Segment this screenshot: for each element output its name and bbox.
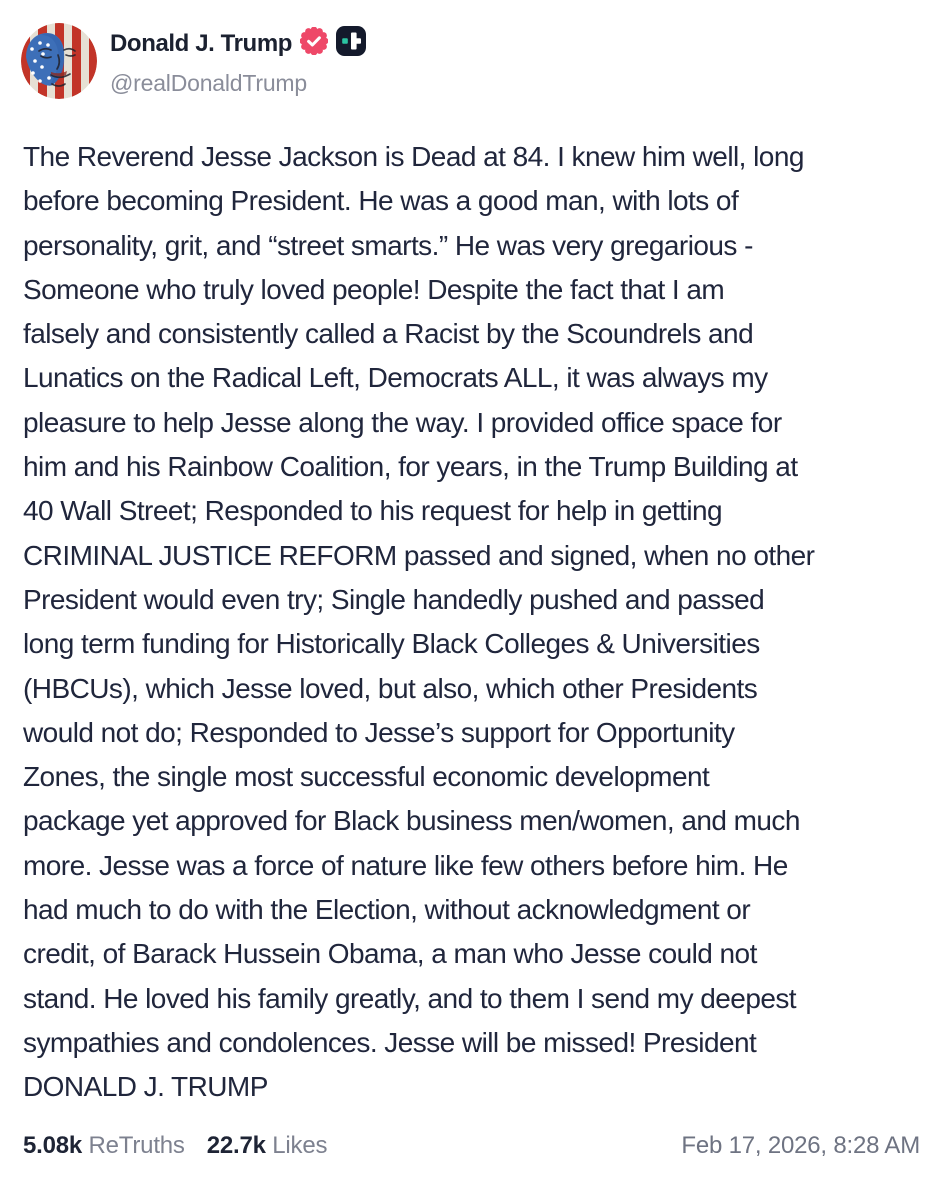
post-body-line: pleasure to help Jesse along the way. I provided office space for (23, 406, 782, 438)
post-footer (23, 1132, 920, 1160)
post-body-line: CRIMINAL JUSTICE REFORM passed and signed, when no other (23, 539, 815, 571)
post-body-line: Zones, the single most successful economic development (23, 761, 710, 793)
retruths-stat[interactable] (23, 1132, 185, 1160)
post-timestamp: Feb 17, 2026, 8:28 AM (681, 1132, 920, 1159)
post-body-line: stand. He loved his family greatly, and to them I send my deepest (23, 982, 797, 1014)
author-identity (110, 26, 366, 97)
verified-check-seal-icon (300, 27, 328, 60)
post-body-line: DONALD J. TRUMP (23, 1071, 268, 1103)
avatar[interactable] (21, 23, 97, 99)
post-body-line: him and his Rainbow Coalition, for years, in the Trump Building at (23, 451, 798, 483)
post-body-line: Someone who truly loved people! Despite the fact that I am (23, 273, 725, 305)
retruths-label: ReTruths (82, 1132, 185, 1159)
post-body-line: The Reverend Jesse Jackson is Dead at 84. I knew him well, long (23, 141, 804, 172)
engagement-stats (23, 1132, 327, 1160)
author-display-name[interactable]: Donald J. Trump (110, 29, 293, 57)
likes-stat[interactable] (207, 1132, 328, 1160)
post-body-line: falsely and consistently called a Racist by the Scoundrels and (23, 318, 754, 350)
post-body-line: before becoming President. He was a good man, with lots of (23, 185, 739, 217)
post-body-line: sympathies and condolences. Jesse will be missed! President (23, 1026, 757, 1058)
post-body-line: (HBCUs), which Jesse loved, but also, which other Presidents (23, 672, 758, 704)
post-body-line: Lunatics on the Radical Left, Democrats ALL, it was always my (23, 362, 768, 394)
post-body-line: personality, grit, and “street smarts.” He was very gregarious - (23, 229, 753, 261)
author-handle[interactable]: @realDonaldTrump (110, 70, 307, 96)
flag-face-avatar-image (21, 23, 97, 99)
post-body-line: package yet approved for Black business men/women, and much (23, 805, 800, 837)
post-body-line: more. Jesse was a force of nature like few others before him. He (23, 849, 788, 881)
likes-count: 22.7k (206, 1132, 266, 1159)
post-body-line: credit, of Barack Hussein Obama, a man who Jesse could not (23, 938, 757, 970)
post-body-line: 40 Wall Street; Responded to his request for help in getting (23, 495, 723, 527)
post-body-line: long term funding for Historically Black Colleges & Universities (23, 628, 760, 660)
post-body-line: had much to do with the Election, without acknowledgment or (23, 894, 751, 926)
truth-plus-icon (336, 26, 366, 61)
retruths-count: 5.08k (23, 1132, 83, 1159)
post-body (23, 135, 920, 1110)
post-body-line: would not do; Responded to Jesse’s support for Opportunity (23, 716, 735, 748)
likes-label: Likes (265, 1132, 328, 1159)
post-body-line: President would even try; Single handedly pushed and passed (23, 583, 765, 615)
